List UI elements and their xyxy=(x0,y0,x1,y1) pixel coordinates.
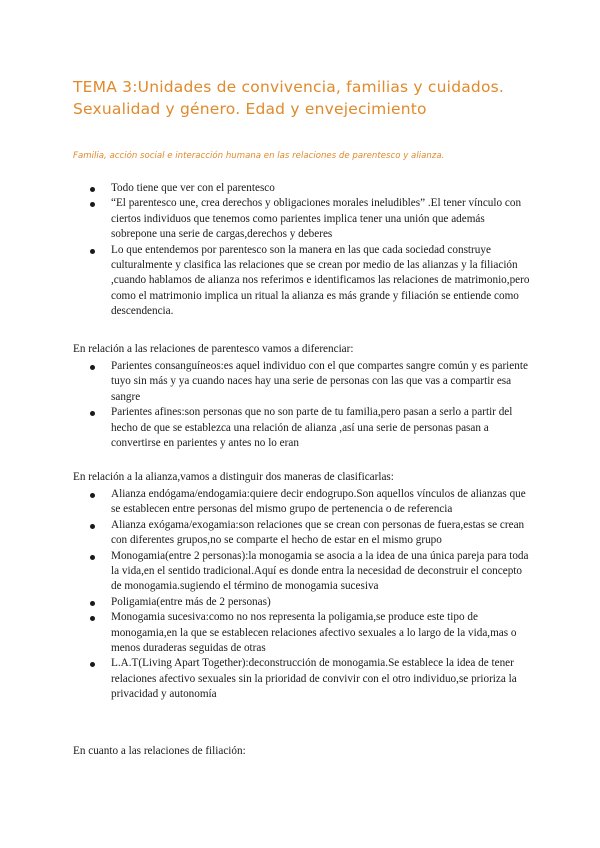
parentesco-list-block xyxy=(73,359,533,451)
list-item: L.A.T(Living Apart Together):deconstrucción de monogamia.Se establece la idea de tener relaciones afectivo sexuales sin la prioridad de convivir con el otro individuo,se prioriza la privacidad y autonomía xyxy=(73,656,533,702)
kinship-list-block xyxy=(73,181,533,320)
alianza-list-block xyxy=(73,487,533,703)
alianza-intro: En relación a la alianza,vamos a distinguir dos maneras de clasificarlas: xyxy=(73,471,394,483)
page-title: TEMA 3:Unidades de convivencia, familias y cuidados. Sexualidad y género. Edad y envejecimiento xyxy=(73,78,505,118)
list-item: Parientes consanguíneos:es aquel individuo con el que compartes sangre común y es pariente tuyo sin más y ya cuando naces hay una serie de personas con las que vas a compartir esa sangre xyxy=(73,359,533,405)
parentesco-bullet-list xyxy=(73,359,533,451)
list-item: Monogamia(entre 2 personas):la monogamia se asocia a la idea de una única pareja para toda la vida,en el sentido tradicional.Aquí es donde entra la necesidad de deconstruir el concepto de monogamia.sugiendo el término de monogamia sucesiva xyxy=(73,549,533,595)
parentesco-intro: En relación a las relaciones de parentesco vamos a diferenciar: xyxy=(73,343,354,355)
list-item: Poligamia(entre más de 2 personas) xyxy=(73,595,533,610)
list-item: Todo tiene que ver con el parentesco xyxy=(73,181,533,196)
filiacion-intro: En cuanto a las relaciones de filiación: xyxy=(73,745,246,757)
list-item: Alianza exógama/exogamia:son relaciones que se crean con personas de fuera,estas se crean con diferentes grupos,no se comparte el hecho de estar en el mismo grupo xyxy=(73,518,533,549)
kinship-bullet-list xyxy=(73,181,533,320)
list-item: Lo que entendemos por parentesco son la manera en las que cada sociedad construye culturalmente y clasifica las relaciones que se crean por medio de las alianzas y la filiación ,cuando hablamos de alianza nos referimos e identificamos las relaciones de matrimonio,pero como el matrimonio implica un ritual la alianza es más grande y filiación se entiende como descendencia. xyxy=(73,243,533,320)
list-item: Alianza endógama/endogamia:quiere decir endogrupo.Son aquellos vínculos de alianzas que se establecen entre personas del mismo grupo de pertenencia o de referencia xyxy=(73,487,533,518)
list-item: Parientes afines:son personas que no son parte de tu familia,pero pasan a serlo a partir del hecho de que se establezca una relación de alianza ,así una serie de personas pasan a convertirse en parientes y antes no lo eran xyxy=(73,405,533,451)
alianza-bullet-list xyxy=(73,487,533,703)
list-item: Monogamia sucesiva:como no nos representa la poligamia,se produce este tipo de monogamia,en la que se establecen relaciones afectivo sexuales a lo largo de la vida,mas o menos duraderas seguidas de otras xyxy=(73,610,533,656)
section-subtitle: Familia, acción social e interacción humana en las relaciones de parentesco y alianza. xyxy=(73,151,445,161)
list-item: “El parentesco une, crea derechos y obligaciones morales ineludibles” .El tener vínculo con ciertos individuos que tenemos como parientes implica tener una unión que además sobrepone una serie de cargas,derechos y deberes xyxy=(73,196,533,242)
